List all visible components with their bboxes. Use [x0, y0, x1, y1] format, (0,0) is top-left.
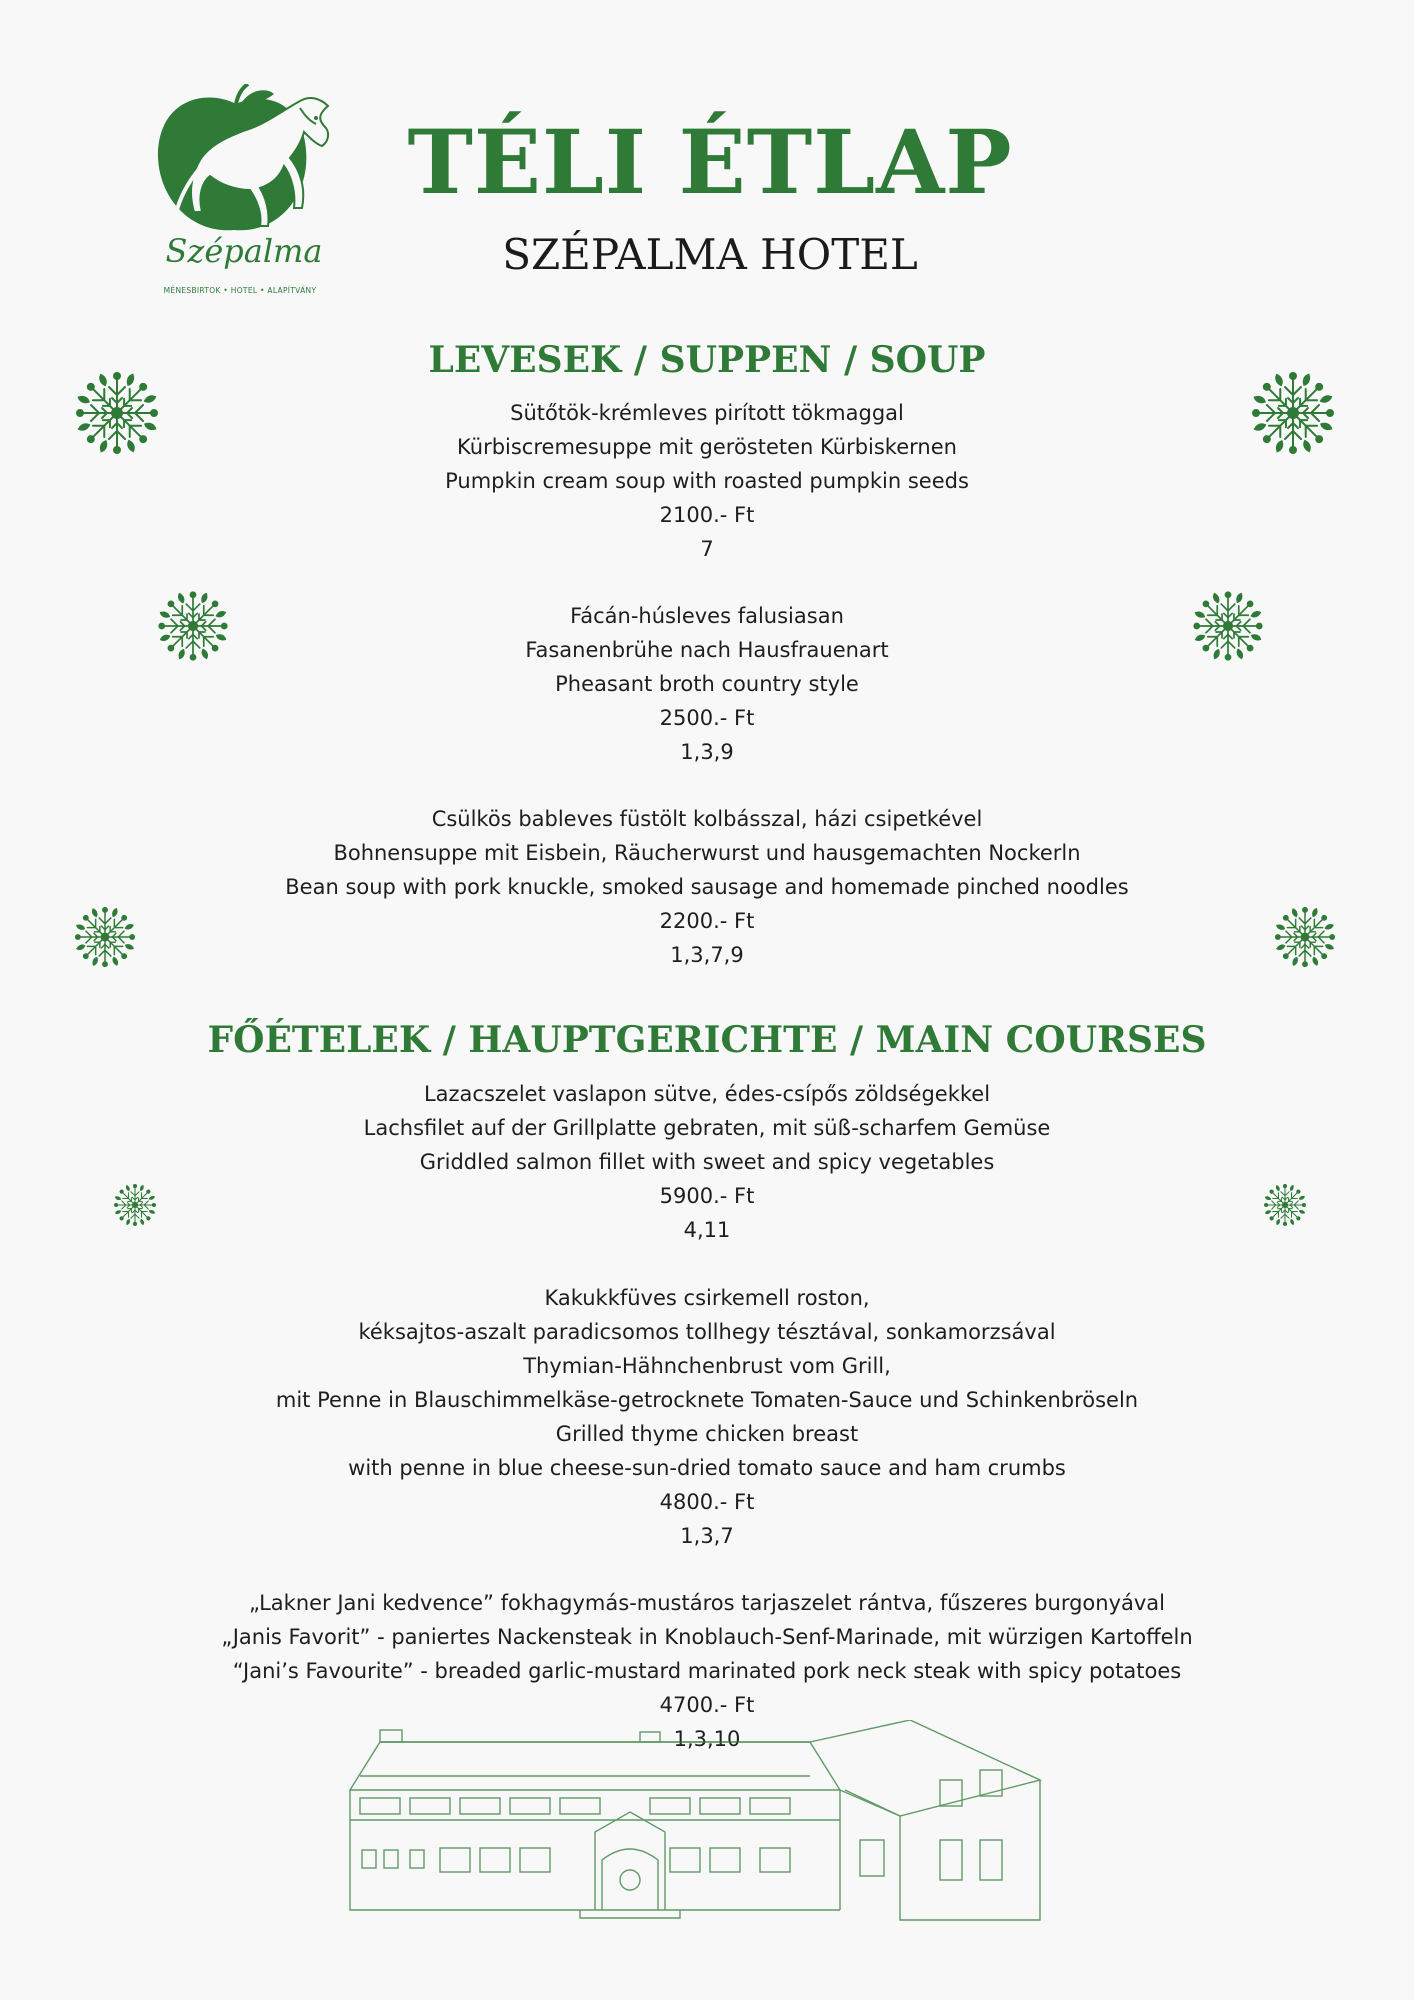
section-heading-main-courses: FŐÉTELEK / HAUPTGERICHTE / MAIN COURSES: [207, 1019, 1207, 1061]
dish-allergens: 7: [700, 537, 714, 561]
dish-price: 2500.- Ft: [659, 706, 755, 730]
logo-name: Szépalma: [165, 232, 323, 270]
dish-name-en: Bean soup with pork knuckle, smoked sausage and homemade pinched noodles: [285, 875, 1129, 899]
dish-name-de: Thymian-Hähnchenbrust vom Grill,: [523, 1354, 891, 1378]
dish-allergens: 1,3,9: [680, 740, 734, 764]
dish-allergens: 4,11: [683, 1218, 731, 1242]
menu-item: [0, 396, 1414, 566]
dish-name-de: Kürbiscremesuppe mit gerösteten Kürbiskernen: [457, 435, 957, 459]
logo-tagline: MÉNESBIRTOK • HOTEL • ALAPÍTVÁNY: [163, 286, 317, 295]
dish-name-de: Bohnensuppe mit Eisbein, Räucherwurst und hausgemachten Nockerln: [333, 841, 1081, 865]
dish-name-hu: „Lakner Jani kedvence” fokhagymás-mustáros tarjaszelet rántva, fűszeres burgonyával: [248, 1591, 1166, 1615]
dish-name-en: Pumpkin cream soup with roasted pumpkin seeds: [445, 469, 969, 493]
dish-name-de: Lachsfilet auf der Grillplatte gebraten, mit süß-scharfem Gemüse: [363, 1116, 1051, 1140]
dish-price: 4800.- Ft: [659, 1490, 755, 1514]
menu-item: [0, 802, 1414, 972]
dish-price: 2100.- Ft: [659, 503, 755, 527]
menu-item: [0, 1077, 1414, 1247]
menu-item: [0, 1281, 1414, 1553]
dish-name-en: Griddled salmon fillet with sweet and spicy vegetables: [419, 1150, 995, 1174]
hotel-logo: [150, 84, 330, 304]
dish-name-en: Pheasant broth country style: [555, 672, 859, 696]
dish-price: 5900.- Ft: [659, 1184, 755, 1208]
dish-name-hu: Fácán-húsleves falusiasan: [570, 604, 844, 628]
dish-name-hu: Sütőtök-krémleves pirított tökmaggal: [510, 401, 904, 425]
dish-name-de: Fasanenbrühe nach Hausfrauenart: [525, 638, 889, 662]
dish-price: 2200.- Ft: [659, 909, 755, 933]
horse-apple-logo-icon: [150, 84, 330, 254]
dish-name-en: “Jani’s Favourite” - breaded garlic-mustard marinated pork neck steak with spicy potatoes: [232, 1659, 1182, 1683]
dish-name-hu: Lazacszelet vaslapon sütve, édes-csípős zöldségekkel: [423, 1082, 991, 1106]
dish-allergens: 1,3,7: [680, 1524, 734, 1548]
dish-name-en-cont: with penne in blue cheese-sun-dried tomato sauce and ham crumbs: [348, 1456, 1066, 1480]
hotel-building-sketch: [340, 1720, 1080, 1930]
dish-name-hu: Kakukkfüves csirkemell roston,: [544, 1286, 870, 1310]
dish-name-en: Grilled thyme chicken breast: [555, 1422, 859, 1446]
dish-name-de: „Janis Favorit” - paniertes Nackensteak in Knoblauch-Senf-Marinade, mit würzigen Kartoffeln: [221, 1625, 1193, 1649]
dish-name-hu-cont: kéksajtos-aszalt paradicsomos tollhegy tésztával, sonkamorzsával: [358, 1320, 1056, 1344]
dish-allergens: 1,3,10: [673, 1727, 741, 1751]
section-heading-soups: LEVESEK / SUPPEN / SOUP: [428, 339, 986, 381]
dish-name-de-cont: mit Penne in Blauschimmelkäse-getrocknete Tomaten-Sauce und Schinkenbröseln: [275, 1388, 1139, 1412]
page-title: TÉLI ÉTLAP: [407, 110, 1013, 214]
page-subtitle: SZÉPALMA HOTEL: [502, 230, 918, 279]
dish-allergens: 1,3,7,9: [670, 943, 744, 967]
dish-price: 4700.- Ft: [659, 1693, 755, 1717]
dish-name-hu: Csülkös bableves füstölt kolbásszal, házi csipetkével: [431, 807, 983, 831]
menu-item: [0, 599, 1414, 769]
